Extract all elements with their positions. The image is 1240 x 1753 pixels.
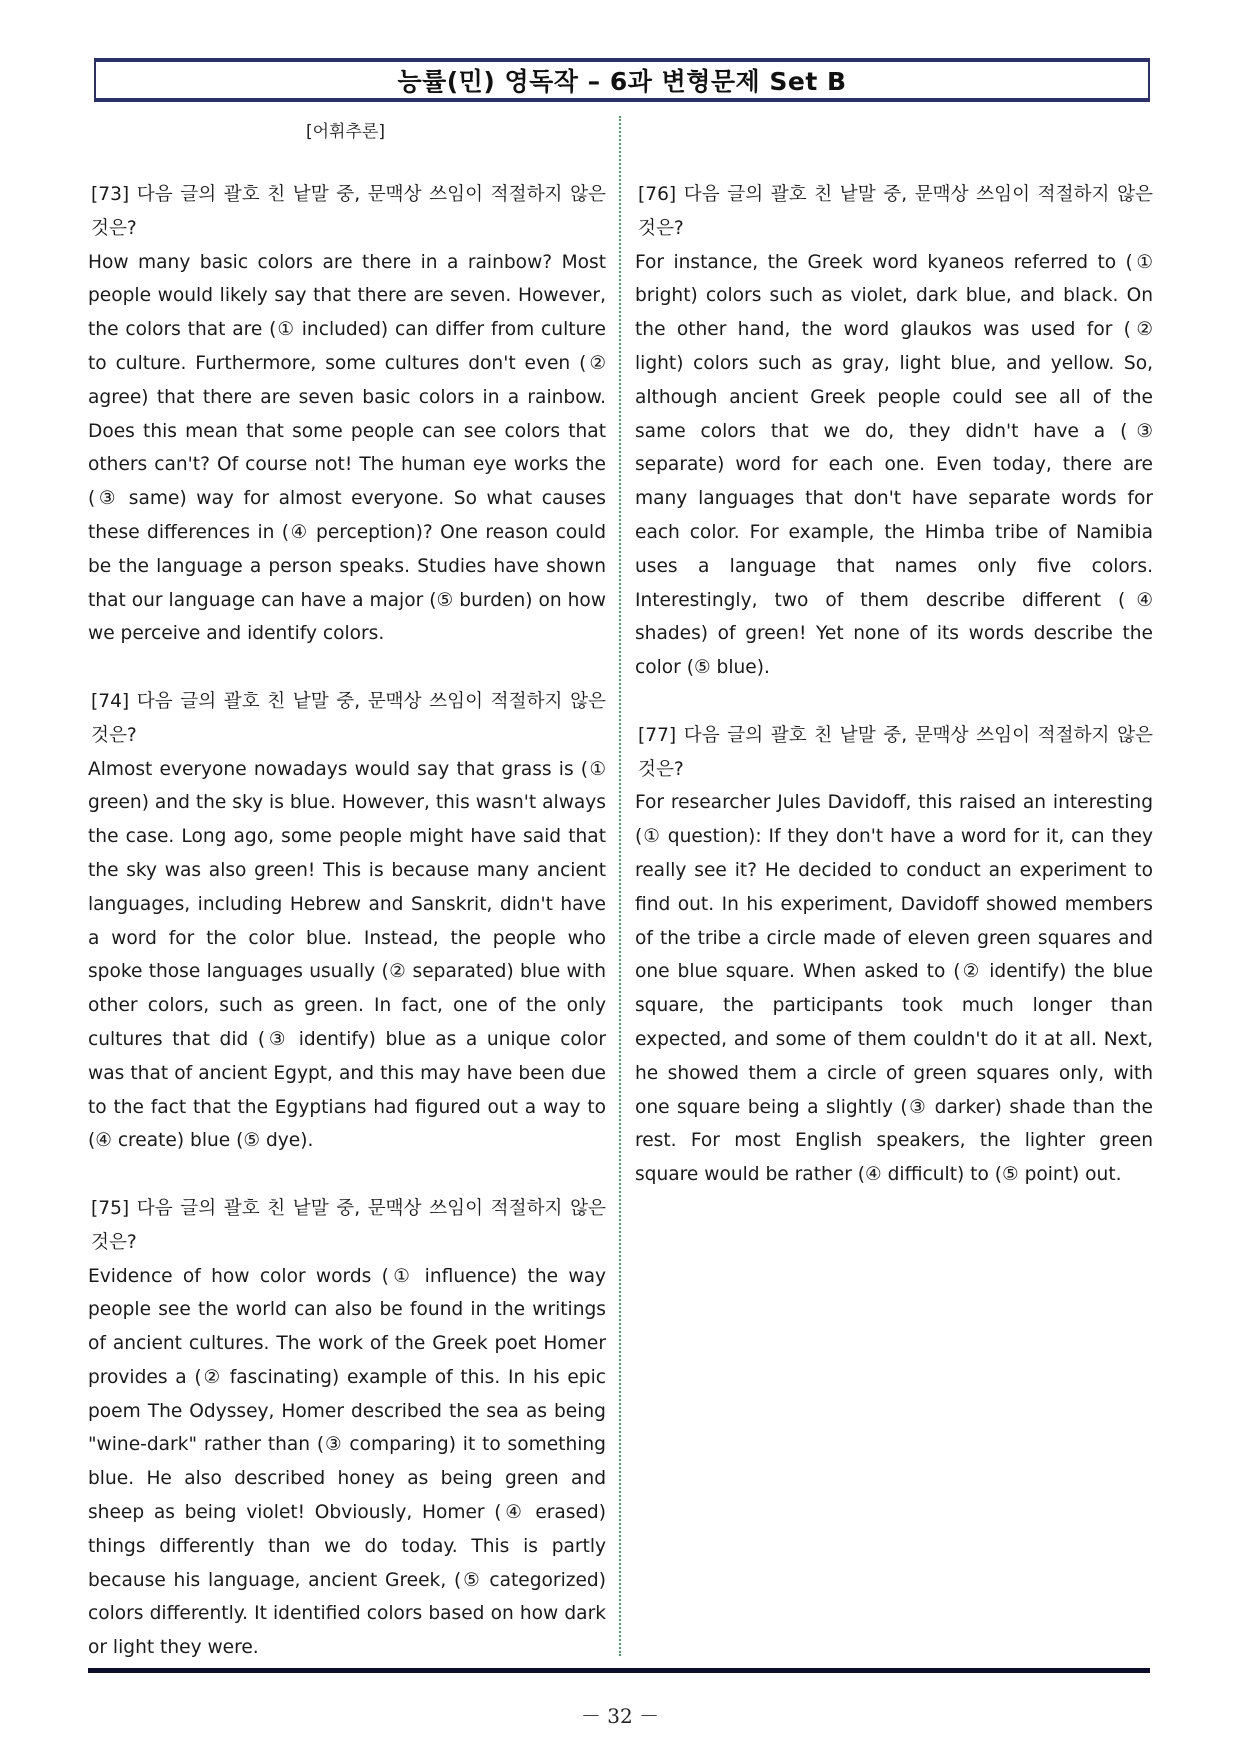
question-number: [76] <box>638 184 677 205</box>
question-number: [77] <box>638 724 677 746</box>
question-header <box>635 719 1153 787</box>
question-prompt: 다음 글의 괄호 친 낱말 중, 문맥상 쓰임이 적절하지 않은 것은? <box>638 184 1153 239</box>
question-passage: Almost everyone nowadays would say that grass is (① green) and the sky is blue. However, this wasn't always the case. Long ago, some people might have said that the sky was also green! This is because many ancient languages, including Hebrew and Sanskrit, didn't have a word for the color blue. Instead, the people who spoke those languages usually (② separated) blue with other colors, such as green. In fact, one of the only cultures that did (③ identify) blue as a unique color was that of ancient Egypt, and this may have been due to the fact that the Egyptians had figured out a way to (④ create) blue (⑤ dye). <box>88 758 606 1152</box>
question-76 <box>635 178 1153 685</box>
question-73 <box>88 178 606 651</box>
question-header <box>88 1192 606 1260</box>
question-74 <box>88 685 606 1158</box>
right-column <box>635 178 1153 1226</box>
question-75 <box>88 1192 606 1665</box>
column-divider <box>619 116 621 1656</box>
question-passage: For researcher Jules Davidoff, this raised an interesting (① question): If they don't have a word for it, can they really see it? He decided to conduct an experiment to find out. In his experiment, Davidoff showed members of the tribe a circle made of eleven green squares and one blue square. When asked to (② identify) the blue square, the participants took much longer than expected, and some of them couldn't do it at all. Next, he showed them a circle of green squares only, with one square being a slightly (③ darker) shade than the rest. For most English speakers, the lighter green square would be rather (④ difficult) to (⑤ point) out. <box>635 792 1153 1186</box>
question-number: [74] <box>91 690 130 712</box>
left-column <box>88 178 606 1699</box>
question-prompt: 다음 글의 괄호 친 낱말 중, 문맥상 쓰임이 적절하지 않은 것은? <box>91 184 606 239</box>
question-passage: For instance, the Greek word kyaneos referred to (① bright) colors such as violet, dark blue, and black. On the other hand, the word glaukos was used for (② light) colors such as gray, light blue, and yellow. So, although ancient Greek people could see all of the same colors that we do, they didn't have a (③ separate) word for each one. Even today, there are many languages that don't have separate words for each color. For example, the Himba tribe of Namibia uses a language that names only five colors. Interestingly, two of them describe different (④ shades) of green! Yet none of its words describe the color (⑤ blue). <box>635 251 1153 679</box>
header-box <box>94 58 1150 102</box>
page-title: 능률(민) 영독작 – 6과 변형문제 Set B <box>397 67 847 96</box>
question-header <box>88 685 606 753</box>
question-passage: Evidence of how color words (① influence) the way people see the world can also be found in the writings of ancient cultures. The work of the Greek poet Homer provides a (② fascinating) example of this. In his epic poem The Odyssey, Homer described the sea as being "wine-dark" rather than (③ comparing) it to something blue. He also described honey as being green and sheep as being violet! Obviously, Homer (④ erased) things differently than we do today. This is partly because his language, ancient Greek, (⑤ categorized) colors differently. It identified colors based on how dark or light they were. <box>88 1265 606 1659</box>
section-label: [어휘추론] <box>306 122 385 142</box>
question-passage: How many basic colors are there in a rainbow? Most people would likely say that there are seven. However, the colors that are (① included) can differ from culture to culture. Furthermore, some cultures don't even (② agree) that there are seven basic colors in a rainbow. Does this mean that some people can see colors that others can't? Of course not! The human eye works the (③ same) way for almost everyone. So what causes these differences in (④ perception)? One reason could be the language a person speaks. Studies have shown that our language can have a major (⑤ burden) on how we perceive and identify colors. <box>88 251 606 645</box>
question-number: [75] <box>91 1197 130 1219</box>
question-number: [73] <box>91 184 130 205</box>
question-77 <box>635 719 1153 1192</box>
question-header <box>88 178 606 246</box>
page-number: － 32 － <box>580 1704 660 1728</box>
bottom-rule <box>88 1668 1150 1673</box>
question-header <box>635 178 1153 246</box>
question-prompt: 다음 글의 괄호 친 낱말 중, 문맥상 쓰임이 적절하지 않은 것은? <box>91 690 606 746</box>
question-prompt: 다음 글의 괄호 친 낱말 중, 문맥상 쓰임이 적절하지 않은 것은? <box>638 724 1153 780</box>
question-prompt: 다음 글의 괄호 친 낱말 중, 문맥상 쓰임이 적절하지 않은 것은? <box>91 1197 606 1253</box>
